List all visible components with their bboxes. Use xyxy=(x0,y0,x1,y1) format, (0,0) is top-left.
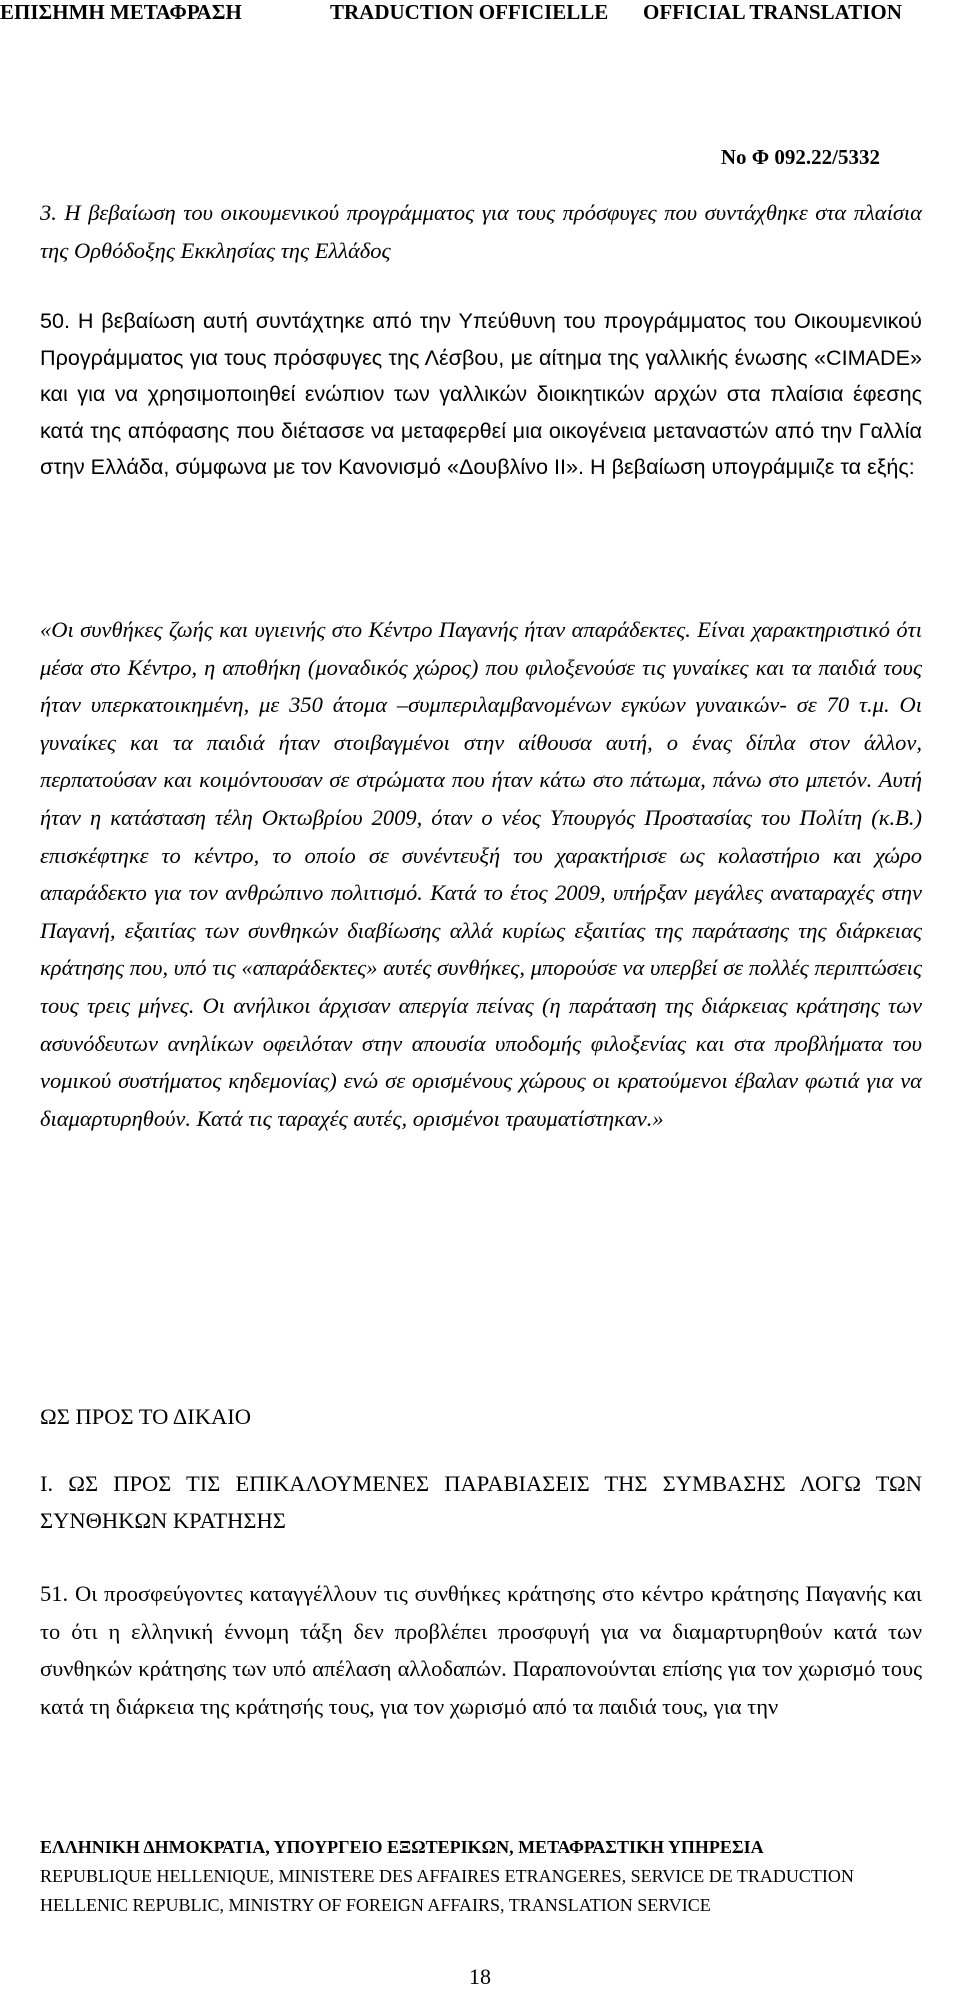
header-greek: ΕΠΙΣΗΜΗ ΜΕΤΑΦΡΑΣΗ xyxy=(0,0,242,24)
reference-number: Νο Φ 092.22/5332 xyxy=(720,145,880,169)
header-french: TRADUCTION OFFICIELLE xyxy=(330,0,609,24)
page-number: 18 xyxy=(469,1964,491,1989)
paragraph-50: 50. Η βεβαίωση αυτή συντάχτηκε από την Υπεύθυνη του προγράμματος του Οικουμενικού Προγράμματος για τους πρόσφυγες της Λέσβου, με αίτημα της γαλλικής ένωσης «CIMADE» και για να χρησιμοποιηθεί ενώπιον των γαλλικών διοικητικών αρχών στα πλαίσια έφεσης κατά της απόφασης που διέτασσε να μεταφερθεί μια οικογένεια μεταναστών από την Γαλλία στην Ελλάδα, σύμφωνα με τον Κανονισμό «Δουβλίνο ΙΙ». Η βεβαίωση υπογράμμιζε τα εξής: xyxy=(40,308,922,479)
header-english: OFFICIAL TRANSLATION xyxy=(643,0,902,24)
footer-greek: ΕΛΛΗΝΙΚΗ ΔΗΜΟΚΡΑΤΙΑ, ΥΠΟΥΡΓΕΙΟ ΕΞΩΤΕΡΙΚΩΝ, ΜΕΤΑΦΡΑΣΤΙΚΗ ΥΠΗΡΕΣΙΑ xyxy=(40,1837,764,1857)
footer-english: HELLENIC REPUBLIC, MINISTRY OF FOREIGN AFFAIRS, TRANSLATION SERVICE xyxy=(40,1895,711,1915)
subheading-I: Ι. ΩΣ ΠΡΟΣ ΤΙΣ ΕΠΙΚΑΛΟΥΜΕΝΕΣ ΠΑΡΑΒΙΑΣΕΙΣ ΤΗΣ ΣΥΜΒΑΣΗΣ ΛΟΓΩ ΤΩΝ ΣΥΝΘΗΚΩΝ ΚΡΑΤΗΣΗΣ xyxy=(40,1471,922,1533)
quoted-statement: «Οι συνθήκες ζωής και υγιεινής στο Κέντρο Παγανής ήταν απαράδεκτες. Είναι χαρακτηριστικό ότι μέσα στο Κέντρο, η αποθήκη (μοναδικός χώρος) που φιλοξενούσε τις γυναίκες και τα παιδιά τους ήταν υπερκατοικημένη, με 350 άτομα –συμπεριλαμβανομένων εγκύων γυναικών- σε 70 τ.μ. Οι γυναίκες και τα παιδιά ήταν στοιβαγμένοι στην αίθουσα αυτή, ο ένας δίπλα στον άλλον, περπατούσαν και κοιμόντουσαν σε στρώματα που ήταν κάτω στο πάτωμα, πάνω στο μπετόν. Αυτή ήταν η κατάσταση τέλη Οκτωβρίου 2009, όταν ο νέος Υπουργός Προστασίας του Πολίτη (κ.Β.) επισκέφτηκε το κέντρο, το οποίο σε συνέντευξή του χαρακτήρισε ως κολαστήριο και χώρο απαράδεκτο για τον ανθρώπινο πολιτισμό. Κατά το έτος 2009, υπήρξαν μεγάλες αναταραχές στην Παγανή, εξαιτίας των συνθηκών διαβίωσης αλλά κυρίως εξαιτίας της παράτασης της διάρκειας κράτησης που, υπό τις «απαράδεκτες» αυτές συνθήκες, μπορούσε να υπερβεί σε πολλές περιπτώσεις τους τρεις μήνες. Οι ανήλικοι άρχισαν απεργία πείνας (η παράταση της διάρκειας κράτησης των ασυνόδευτων ανηλίκων οφειλόταν στην απουσία υποδομής φιλοξενίας και στα προβλήματα του νομικού συστήματος κηδεμονίας) ενώ σε ορισμένους χώρους οι κρατούμενοι έβαλαν φωτιά για να διαμαρτυρηθούν. Κατά τις ταραχές αυτές, ορισμένοι τραυματίστηκαν.» xyxy=(40,617,922,1131)
paragraph-51: 51. Οι προσφεύγοντες καταγγέλλουν τις συνθήκες κράτησης στο κέντρο κράτησης Παγανής και το ότι η ελληνική έννομη τάξη δεν προβλέπει προσφυγή για να διαμαρτυρηθούν κατά των συνθηκών κράτησης των υπό απέλαση αλλοδαπών. Παραπονούνται επίσης για τον χωρισμό τους κατά τη διάρκεια της κράτησής τους, για τον χωρισμό από τα παιδιά τους, για την xyxy=(40,1581,922,1719)
law-heading: ΩΣ ΠΡΟΣ ΤΟ ΔΙΚΑΙΟ xyxy=(40,1404,251,1429)
section-3-heading: 3. Η βεβαίωση του οικουμενικού προγράμματος για τους πρόσφυγες που συντάχθηκε στα πλαίσια της Ορθόδοξης Εκκλησίας της Ελλάδος xyxy=(40,200,922,263)
page-footer xyxy=(40,1833,922,1920)
footer-french: REPUBLIQUE HELLENIQUE, MINISTERE DES AFFAIRES ETRANGERES, SERVICE DE TRADUCTION xyxy=(40,1866,854,1886)
